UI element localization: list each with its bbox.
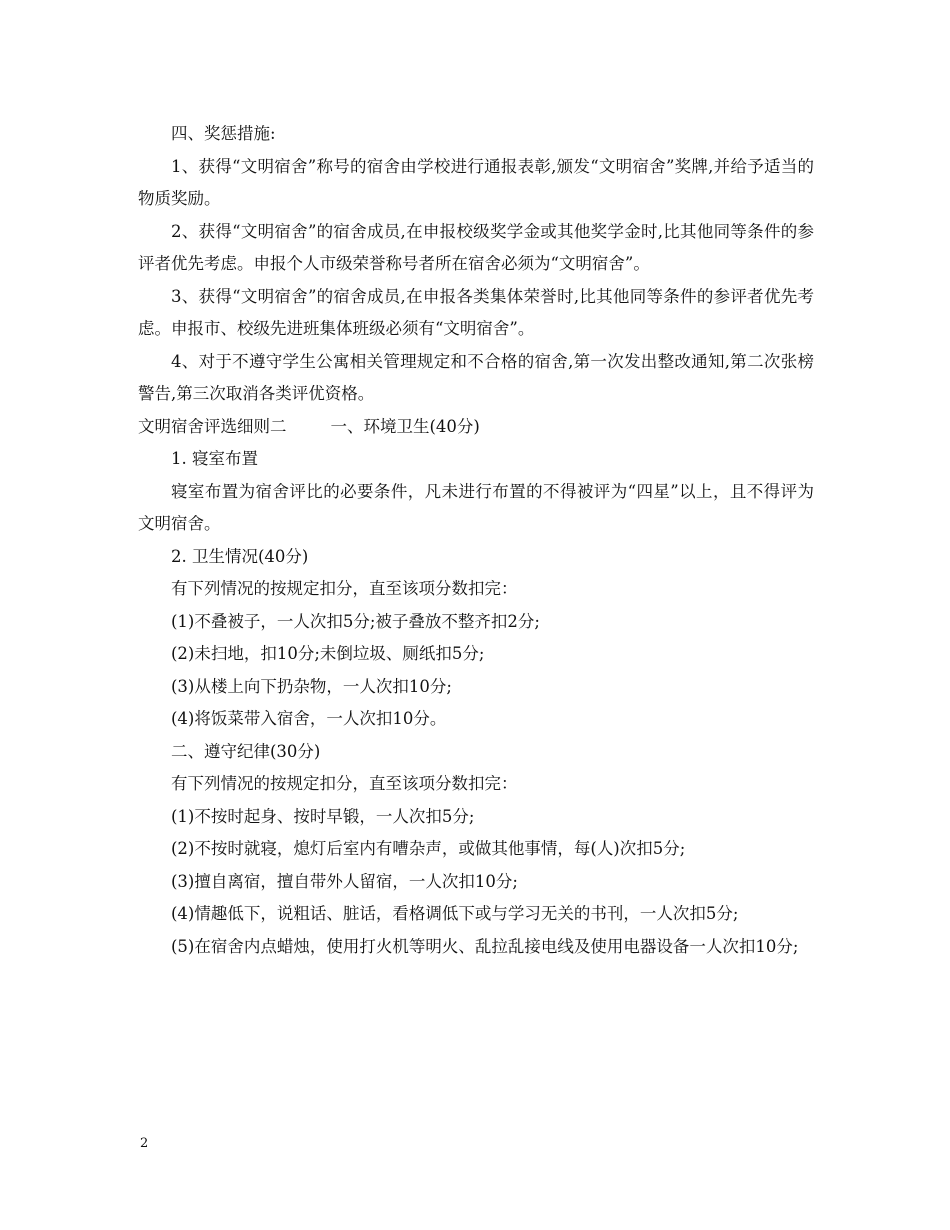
paragraph-section-four-heading: 四、奖惩措施: [171, 124, 276, 143]
paragraph-penalty-4: 4、对于不遵守学生公寓相关管理规定和不合格的宿舍,第一次发出整改通知,第二次张榜警告,第三次取消各类评优资格。 [138, 351, 814, 403]
section-discipline-heading: 二、遵守纪律(30分) [171, 741, 321, 761]
item-hygiene-rule-4: (4)将饭菜带入宿舍，一人次扣10分。 [171, 709, 447, 728]
item-discipline-rule-2: (2)不按时就寝，熄灯后室内有嘈杂声，或做其他事情，每(人)次扣5分; [171, 839, 686, 858]
item-discipline-rule-1: (1)不按时起身、按时早锻，一人次扣5分; [171, 806, 475, 826]
item-hygiene-intro: 有下列情况的按规定扣分，直至该项分数扣完： [171, 579, 518, 598]
item-hygiene-rule-1: (1)不叠被子，一人次扣5分;被子叠放不整齐扣2分; [171, 611, 540, 631]
item-discipline-rule-4: (4)情趣低下，说粗话、脏话，看格调低下或与学习无关的书刊，一人次扣5分; [171, 904, 739, 923]
item-discipline-rule-5: (5)在宿舍内点蜡烛，使用打火机等明火、乱拉乱接电线及使用电器设备一人次扣10分; [171, 936, 799, 956]
item-discipline-rule-3: (3)擅自离宿，擅自带外人留宿，一人次扣10分; [171, 871, 518, 891]
item-room-layout-heading: 1. 寝室布置 [171, 449, 258, 468]
item-room-layout-body: 寝室布置为宿舍评比的必要条件，凡未进行布置的不得被评为“四星”以上，且不得评为文明宿舍。 [138, 481, 814, 533]
item-discipline-intro: 有下列情况的按规定扣分，直至该项分数扣完： [171, 774, 518, 793]
page-number: 2 [140, 1136, 149, 1151]
item-hygiene-heading: 2. 卫生情况(40分) [171, 546, 309, 566]
paragraph-reward-2: 2、获得“文明宿舍”的宿舍成员,在申报校级奖学金或其他奖学金时,比其他同等条件的参评者优先考虑。申报个人市级荣誉称号者所在宿舍必须为“文明宿舍”。 [138, 221, 814, 273]
item-hygiene-rule-3: (3)从楼上向下扔杂物，一人次扣10分; [171, 676, 452, 696]
section-heading-right: 一、环境卫生(40分) [330, 416, 480, 436]
section-heading-line [138, 411, 814, 444]
document-body [138, 118, 814, 963]
section-heading-left: 文明宿舍评选细则二 [138, 416, 287, 436]
paragraph-reward-3: 3、获得“文明宿舍”的宿舍成员,在申报各类集体荣誉时,比其他同等条件的参评者优先考虑。申报市、校级先进班集体班级必须有“文明宿舍”。 [138, 286, 814, 338]
paragraph-reward-1: 1、获得“文明宿舍”称号的宿舍由学校进行通报表彰,颁发“文明宿舍”奖牌,并给予适当的物质奖励。 [138, 156, 814, 208]
item-hygiene-rule-2: (2)未扫地，扣10分;未倒垃圾、厕纸扣5分; [171, 644, 485, 663]
